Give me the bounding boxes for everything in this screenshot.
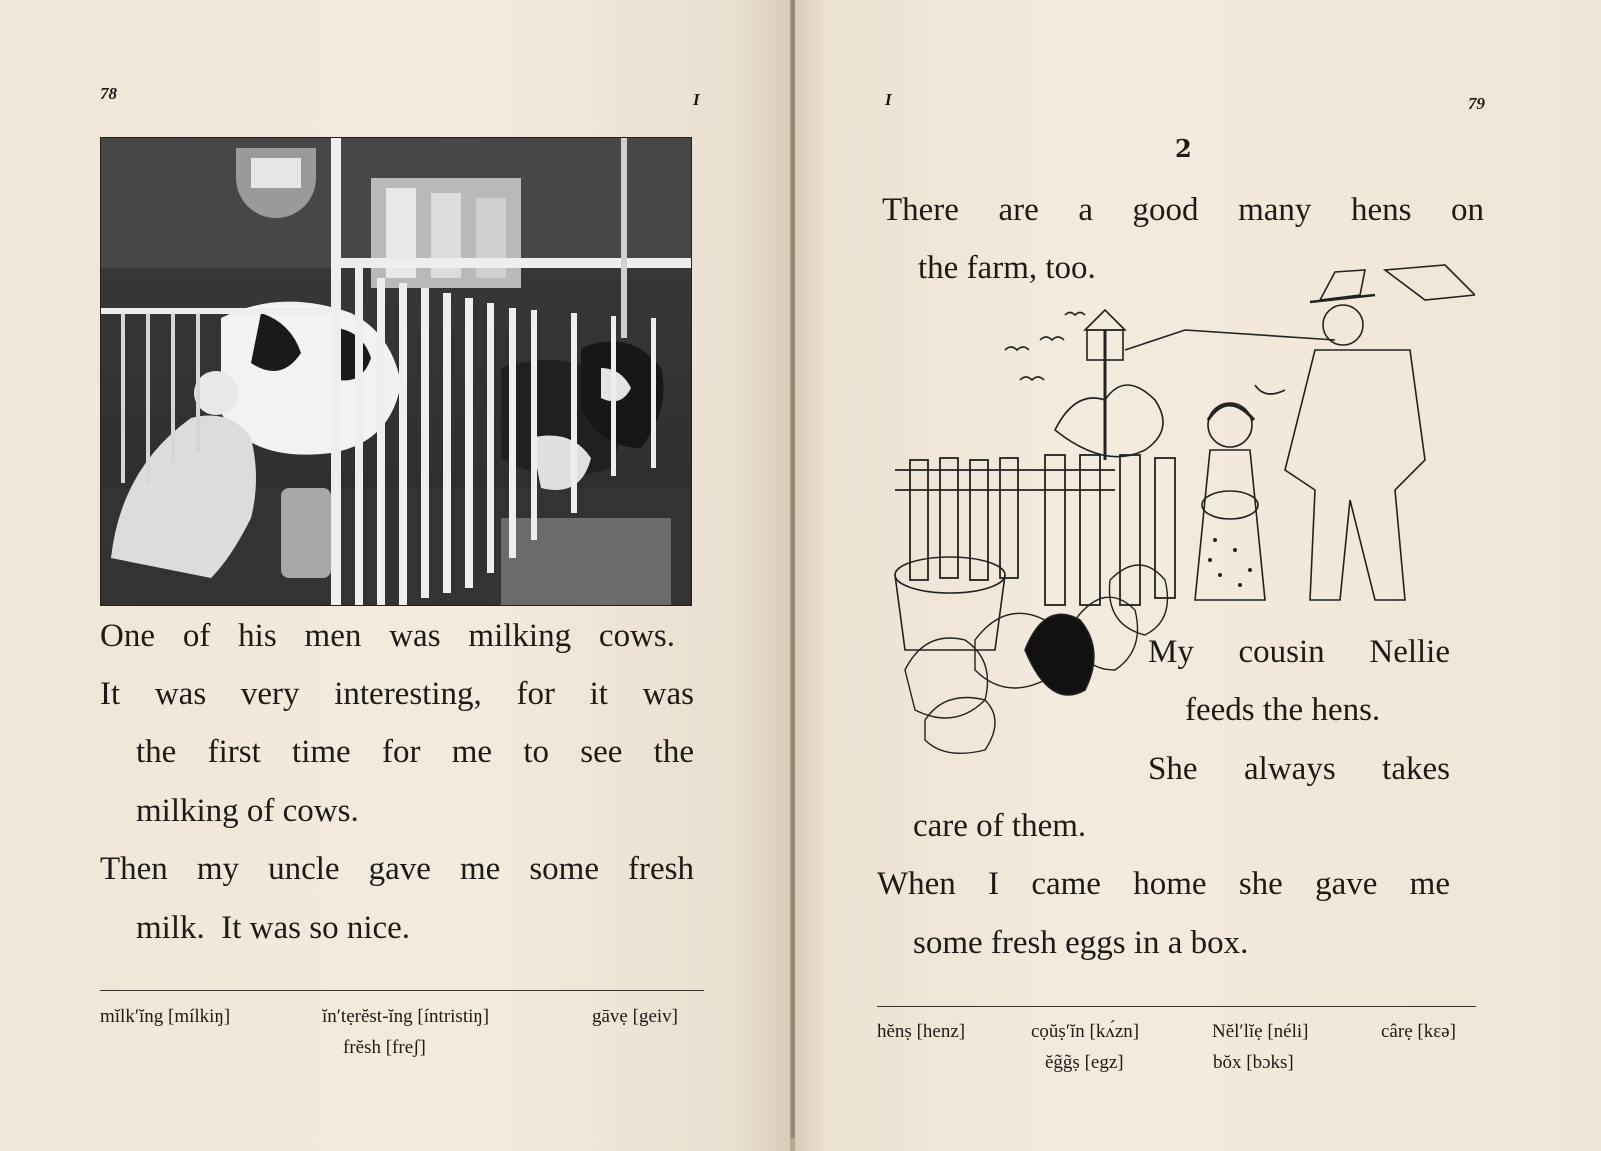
photograph-image — [101, 138, 692, 606]
milking-cows-photograph — [100, 137, 692, 606]
text-line: My cousin Nellie — [1148, 634, 1450, 670]
left-page — [0, 0, 790, 1151]
text-line: Then my uncle gave me some fresh — [100, 851, 694, 887]
glossary-entry: Nĕl′lĭẹ [néli] — [1212, 1021, 1309, 1042]
text-line: When I came home she gave me — [877, 866, 1450, 902]
text-line: feeds the hens. — [1185, 692, 1381, 728]
text-line: the first time for me to see the — [136, 734, 694, 770]
glossary-entry: bŏx [bɔks] — [1213, 1052, 1294, 1073]
glossary-entry: gāvẹ [geiv] — [592, 1006, 678, 1027]
signature-mark: I — [693, 90, 700, 109]
text-line: some fresh eggs in a box. — [913, 925, 1249, 961]
signature-mark: I — [885, 90, 892, 109]
right-page — [795, 0, 1601, 1151]
glossary-entry: ĕg̃g̃ṣ [egz] — [1045, 1052, 1124, 1073]
text-line: milking of cows. — [136, 793, 359, 829]
text-line: There are a good many hens on — [882, 192, 1484, 228]
text-line: She always takes — [1148, 751, 1450, 787]
glossary-entry: mĭlk′ĭng [mílkiŋ] — [100, 1006, 231, 1027]
text-line: care of them. — [913, 808, 1087, 844]
glossary-entry: hĕnṣ [henz] — [877, 1021, 966, 1042]
section-number: 2 — [1175, 134, 1192, 163]
text-line: milk. It was so nice. — [136, 910, 411, 946]
text-line: the farm, too. — [918, 250, 1096, 286]
glossary-rule — [877, 1006, 1476, 1007]
glossary-entry: cârẹ [kɛə] — [1381, 1021, 1456, 1042]
text-line: One of his men was milking cows. — [100, 618, 675, 654]
farm-hens-illustration — [865, 240, 1475, 780]
glossary-entry: frĕsh [freʃ] — [343, 1037, 426, 1058]
page-number: 79 — [1468, 94, 1485, 113]
glossary-rule — [100, 990, 704, 991]
page-number: 78 — [100, 84, 117, 103]
text-line: It was very interesting, for it was — [100, 676, 694, 712]
glossary-entry: ĭn′tẹrĕst-ĭng [íntristiŋ] — [322, 1006, 490, 1027]
glossary-entry: cọŭṣ′ĭn [kʌ́zn] — [1031, 1021, 1140, 1042]
illustration-image — [865, 240, 1475, 780]
